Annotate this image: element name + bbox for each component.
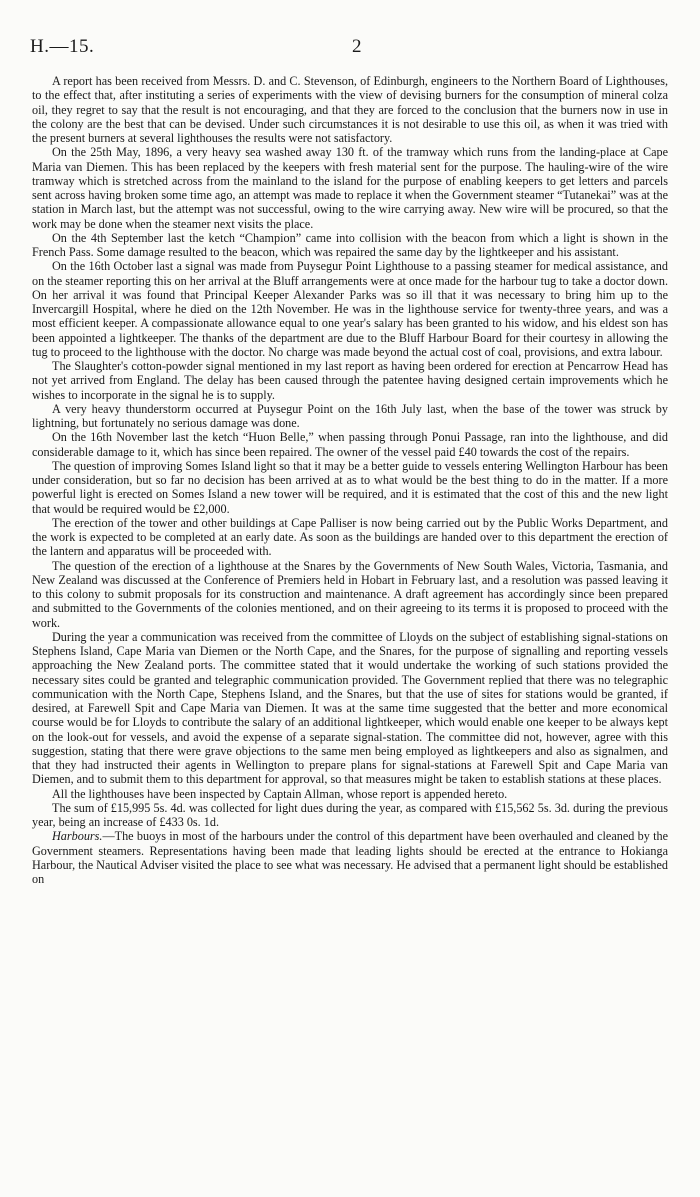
- paragraph-puysegur-medical: On the 16th October last a signal was made from Puysegur Point Lighthouse to a passing steamer for medical assistance, and on the steamer reporting this on her arrival at the Bluff arrangements were at once made for the harbour tug to take a doctor down. On her arrival it was found that Principal Keeper Alexander Parks was so ill that it was necessary to bring him up to the Invercargill Hospital, where he died on the 12th November. He was in the lighthouse service for twenty-three years, and was a most efficient keeper. A compassionate allowance equal to one year's salary has been granted to his widow, and his eldest son has been appointed a lightkeeper. The thanks of the department are due to the Bluff Harbour Board for their courtesy in allowing the tug to proceed to the lighthouse with the doctor. No charge was made beyond the actual cost of coal, provisions, and extra labour.: [32, 259, 668, 359]
- paragraph-inspection: All the lighthouses have been inspected by Captain Allman, whose report is appended hereto.: [52, 786, 508, 801]
- paragraph-cape-palliser: The erection of the tower and other buildings at Cape Palliser is now being carried out by the Public Works Department, and the work is expected to be completed at an early date. As soon as the buildings are handed over to this department the erection of the lantern and apparatus will be proceeded with.: [32, 515, 668, 559]
- harbours-heading: Harbours.: [52, 829, 103, 844]
- paragraph-cape-maria-tramway: On the 25th May, 1896, a very heavy sea washed away 130 ft. of the tramway which runs from the landing-place at Cape Maria van Diemen. This has been replaced by the keepers with fresh material sent for the purpose. The hauling-wire of the wire tramway which is stretched across from the mainland to the island for the purpose of enabling keepers to get letters and parcels sent across having broken some time ago, an attempt was made to replace it when the Government steamer “Tutanekai” was at the station in March last, but the attempt was not successful, owing to the wire carrying away. New wire will be procured, so that the work may be done when the steamer next visits the place.: [32, 145, 668, 231]
- body-text: [32, 74, 668, 886]
- document-reference: H.—15.: [30, 36, 95, 57]
- paragraph-somes-island: The question of improving Somes Island light so that it may be a better guide to vessels entering Wellington Harbour has been under consideration, but so far no decision has been arrived at as to what would be the best thing to do in the matter. If a more powerful light is erected on Somes Island a new tower will be required, and it is estimated that the cost of this and the new light that would be required would be £2,000.: [32, 458, 668, 516]
- paragraph-colza-oil: A report has been received from Messrs. D. and C. Stevenson, of Edinburgh, engineers to the Northern Board of Lighthouses, to the effect that, after instituting a series of experiments with the view of devising burners for the consumption of mineral colza oil, they regret to say that the result is not encouraging, and that they are forced to the conclusion that the burners now in use in the colony are the best that can be devised. Under such circumstances it is not desirable to use this oil, as when it was tried with the present burners at several lighthouses the results were not satisfactory.: [32, 74, 668, 145]
- paragraph-french-pass-collision: On the 4th September last the ketch “Champion” came into collision with the beacon from which a light is shown in the French Pass. Some damage resulted to the beacon, which was repaired the same day by the lightkeeper and his assistant.: [32, 230, 668, 259]
- paragraph-harbours: [32, 829, 668, 886]
- harbours-text: —The buoys in most of the harbours under the control of this department have been overhauled and cleaned by the Government steamers. Representations having been made that leading lights should be erected at the entrance to Hokianga Harbour, the Nautical Adviser visited the place to see what was necessary. He advised that a permanent light should be established on: [32, 829, 668, 886]
- paragraph-snares-lighthouse: The question of the erection of a lighthouse at the Snares by the Governments of New South Wales, Victoria, Tasmania, and New Zealand was discussed at the Conference of Premiers held in Hobart in February last, and a resolution was passed leaving it to this colony to submit proposals for its construction and maintenance. A draft agreement has accordingly since been prepared and submitted to the Governments of the colonies mentioned, and on their agreeing to its terms it is proposed to proceed with the work.: [32, 558, 668, 630]
- paragraph-lloyds-signal-stations: During the year a communication was received from the committee of Lloyds on the subject of establishing signal-stations on Stephens Island, Cape Maria van Diemen or the North Cape, and the Snares, for the purpose of signalling and reporting vessels approaching the New Zealand ports. The committee stated that it would undertake the working of such stations provided the necessary sites could be granted and telegraphic communication provided. The Government replied that there was no telegraphic communication with the North Cape, Stephens Island, and the Snares, but that the use of sites for stations would be granted, if desired, at Farewell Spit and Cape Maria van Diemen. It was at the same time suggested that the better and more economical course would be for Lloyds to contribute the salary of an additional lightkeeper, which would enable one keeper to be always kept on the look-out for vessels, and avoid the expense of a separate signal-station. The committee did not, however, agree with this suggestion, stating that there were grave objections to the same men being employed as lightkeepers and also as signalmen, and that they had instructed their agents in Wellington to prepare plans for signal-stations at Farewell Spit and Cape Maria van Diemen, and to submit them to this department for approval, so that measures might be taken to establish stations at these places.: [32, 629, 668, 787]
- page-header: [30, 36, 670, 62]
- paragraph-pencarrow-signal: The Slaughter's cotton-powder signal mentioned in my last report as having been ordered for erection at Pencarrow Head has not yet arrived from England. The delay has been caused through the patentee having designed certain improvements which he wishes to incorporate in the signal he is to supply.: [32, 359, 668, 402]
- page-number: 2: [352, 36, 362, 57]
- paragraph-thunderstorm: A very heavy thunderstorm occurred at Puysegur Point on the 16th July last, when the base of the tower was struck by lightning, but fortunately no serious damage was done.: [32, 401, 668, 430]
- paragraph-ponui-passage: On the 16th November last the ketch “Huon Belle,” when passing through Ponui Passage, ran into the lighthouse, and did considerable damage to it, which has since been repaired. The owner of the vessel paid £40 towards the cost of the repairs.: [32, 430, 668, 459]
- paragraph-light-dues: The sum of £15,995 5s. 4d. was collected for light dues during the year, as compared with £15,562 5s. 3d. during the previous year, being an increase of £433 0s. 1d.: [32, 800, 668, 829]
